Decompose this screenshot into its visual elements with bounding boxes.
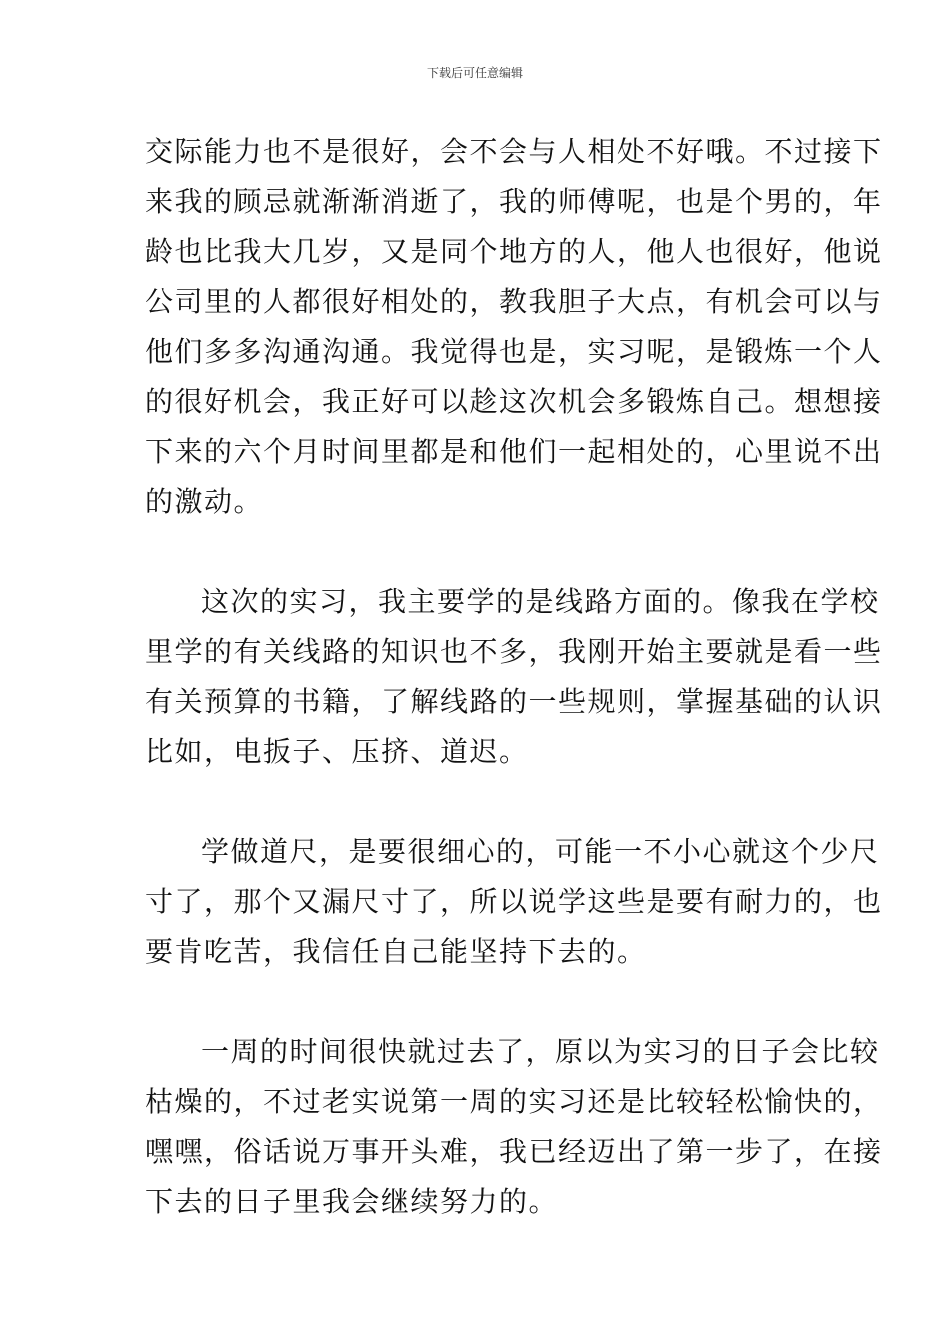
text-line: 寸了，那个又漏尺寸了，所以说学这些是要有耐力的，也 xyxy=(145,885,883,918)
text-line: 一周的时间很快就过去了，原以为实习的日子会比较 xyxy=(201,1035,880,1068)
paragraph-4 xyxy=(145,1027,883,1227)
text-line: 要肯吃苦，我信任自己能坚持下去的。 xyxy=(145,935,647,968)
text-line: 龄也比我大几岁，又是同个地方的人，他人也很好，他说 xyxy=(145,235,883,268)
paragraph-2 xyxy=(145,577,883,777)
text-line: 下去的日子里我会继续努力的。 xyxy=(145,1185,559,1218)
text-line: 比如，电扳子、压挤、道迟。 xyxy=(145,735,529,768)
text-line: 来我的顾忌就渐渐消逝了，我的师傅呢，也是个男的，年 xyxy=(145,185,883,218)
paragraph-3 xyxy=(145,827,883,977)
text-line: 学做道尺，是要很细心的，可能一不小心就这个少尺 xyxy=(201,835,880,868)
text-line: 这次的实习，我主要学的是线路方面的。像我在学校 xyxy=(201,585,880,618)
text-line: 嘿嘿，俗话说万事开头难，我已经迈出了第一步了，在接 xyxy=(145,1135,883,1168)
text-line: 的激动。 xyxy=(145,485,264,518)
page-header: 下载后可任意编辑 xyxy=(426,66,523,80)
document-body xyxy=(145,127,883,1227)
text-line: 的很好机会，我正好可以趁这次机会多锻炼自己。想想接 xyxy=(145,385,883,418)
paragraph-1 xyxy=(145,127,883,527)
text-line: 有关预算的书籍，了解线路的一些规则，掌握基础的认识 xyxy=(145,685,883,718)
text-line: 里学的有关线路的知识也不多，我刚开始主要就是看一些 xyxy=(145,635,883,668)
text-line: 枯燥的，不过老实说第一周的实习还是比较轻松愉快的， xyxy=(145,1085,883,1118)
text-line: 他们多多沟通沟通。我觉得也是，实习呢，是锻炼一个人 xyxy=(145,335,883,368)
text-line: 公司里的人都很好相处的，教我胆子大点，有机会可以与 xyxy=(145,285,883,318)
text-line: 交际能力也不是很好，会不会与人相处不好哦。不过接下 xyxy=(145,135,883,168)
text-line: 下来的六个月时间里都是和他们一起相处的，心里说不出 xyxy=(145,435,883,468)
